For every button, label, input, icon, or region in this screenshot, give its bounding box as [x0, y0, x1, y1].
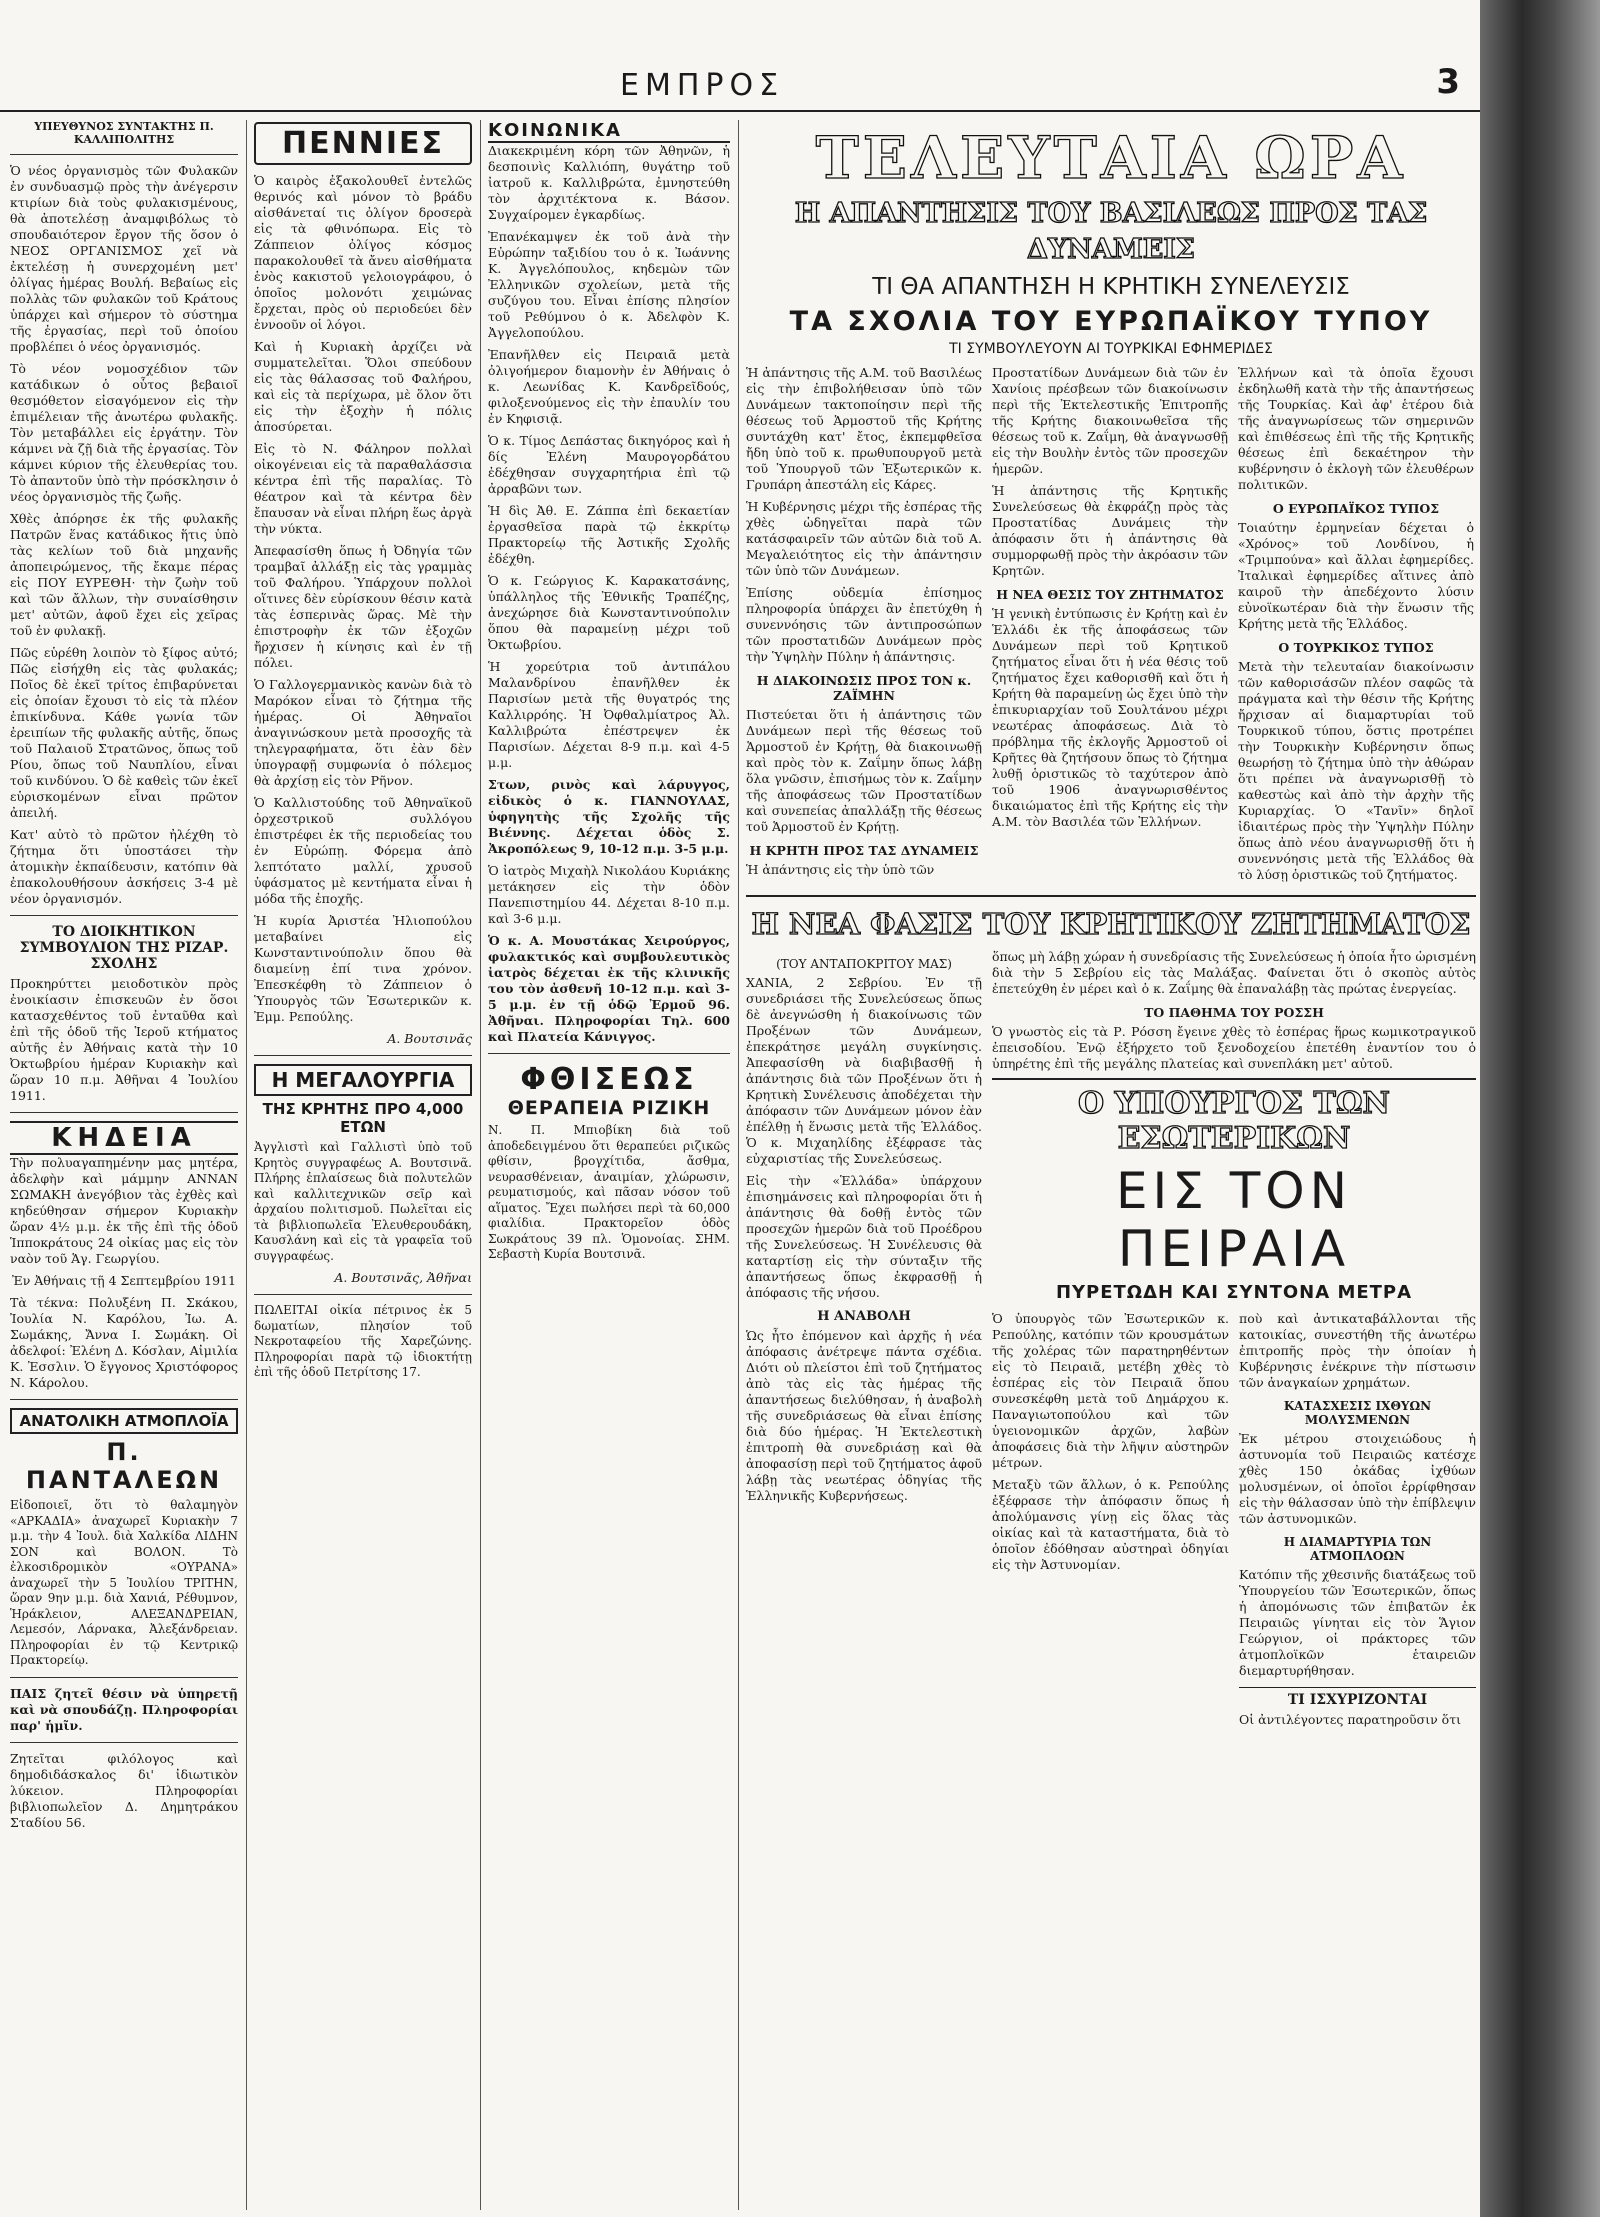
column-paragraph: Ὁ Καλλιστούδης τοῦ Ἀθηναϊκοῦ ὀρχεστρικοῦ συλλόγου ἐπιστρέφει ἐκ τῆς περιοδείας του ἐν Εὐρώπῃ. Φόρεμα ἀπὸ λεπτότατο μαλλί, χρυσοῦ ὑφάσματος μὲ κεντήματα εἶναι ἡ μόδα τῆς ἐποχῆς.	[254, 795, 472, 906]
divider	[10, 915, 238, 916]
article-col	[992, 1311, 1229, 1734]
article-paragraph: Χθὲς ἀπόρησε ἐκ τῆς φυλακῆς Πατρῶν ἕνας κατάδικος ἥτις ὑπὸ τὰς κελίων τοῦ διὰ μηχανῆς ἀποπειρώμενος, τῆς ἔκαμε πέρας εἰς ΠΟΥ ΕΥΡΕΘΗ· τὴν ζωὴν τοῦ καὶ τῶν ἄλλων, τὴν συναίσθησιν μετ' αὐτῶν, ἀφοῦ ἔχει εἰς χεῖρας τοῦ ἐν φυλακῇ.	[10, 511, 238, 638]
social-item: Ἐπανέκαμψεν ἐκ τοῦ ἀνὰ τὴν Εὐρώπην ταξιδίου του ὁ κ. Ἰωάννης Κ. Ἀγγελόπουλος, κηδεμὼν τῶν Ἐλληνικῶν σχολείων, μετὰ τῆς συζύγου του. Εἶναι ἐπίσης πλησίον τοῦ Ρεθύμνου ὁ κ. Ἀδελφὸν Κ. Ἀγγελοπούλου.	[488, 229, 730, 340]
subhead: ΤΟ ΠΑΘΗΜΑ ΤΟΥ ΡΟΣΣΗ	[1144, 1005, 1324, 1020]
article-paragraph: Ἡ ἀπάντησις τῆς Κρητικῆς Συνελεύσεως θὰ ἐκφράζῃ πρὸς τὰς Προστατίδας Δυνάμεις τὴν ἀπόφασιν ὅτι ἡ ἀπάντησις θὰ συμμορφωθῇ πρὸς τὴν ἀκρόασιν τῶν Κρητῶν.	[992, 483, 1228, 578]
doctor-ad: Στων, ρινὸς καὶ λάρυγγος, εἰδικὸς ὁ κ. ΓΙΑΝΝΟΥΛΑΣ, ὑφηγητὴς τῆς Σχολῆς τῆς Βιέννης. Δέχεται ὁδὸς Σ. Ἀκροπόλεως 9, 10-12 π.μ. 3-5 μ.μ.	[488, 777, 730, 856]
column-rule	[246, 120, 247, 2210]
article-columns-bottom	[746, 949, 1476, 1734]
article-paragraph: Ἡ ἀπάντησις εἰς τὴν ὑπὸ τῶν	[746, 862, 935, 877]
subhead: Η ΔΙΑΚΟΙΝΩΣΙΣ ΠΡΟΣ ΤΟΝ κ. ΖΑΪΜΗΝ	[756, 673, 972, 703]
remedy-ad-subtitle: ΘΕΡΑΠΕΙΑ ΡΙΖΙΚΗ	[507, 1097, 711, 1119]
obituary-body: Τὴν πολυαγαπημένην μας μητέρα, ἀδελφὴν καὶ μάμμην ΑΝΝΑΝ ΣΩΜΑΚΗ ἀνεγόβιον τὰς ἐχθὲς καὶ κηδεύθησαν σήμερον Κυριακὴν ὥραν 4½ μ.μ. ἐκ τῆς ἐπὶ τῆς ὁδοῦ Ἱπποκράτους 24 οἰκίας μας εἰς τὸν ναὸν τοῦ Ἁγ. Γεωργίου.	[10, 1155, 238, 1266]
paper-name: ΕΜΠΡΟΣ	[620, 68, 785, 103]
divider	[10, 1677, 238, 1678]
article-paragraph: ὅπως μὴ λάβῃ χώραν ἡ συνεδρίασις τῆς Συνελεύσεως ἡ ὁποία ἦτο ὡρισμένη διὰ τὴν 5 Σεβρίου εἰς τὰς Μαλάξας. Φαίνεται ὅτι ὁ σκοπὸς αὐτὸς ἐπετεύχθη ἐν μέρει καὶ ὁ κ. Ζαΐμης θὰ ἐπαναλάβῃ τὰς πρώτας ἐνεργείας.	[992, 949, 1476, 996]
article-paragraph: Κατ' αὐτὸ τὸ πρῶτον ἠλέχθη τὸ ζήτημα ὅτι ὑποστάσει τὴν ἀτομικὴν ἐκπαίδευσιν, κατόπιν θὰ ἐπακολουθήσουν ἀσκήσεις 3-4 μὲ νέον ὀργανισμόν.	[10, 827, 238, 906]
column-paragraph: Ἡ κυρία Ἀριστέα Ἠλιοπούλου μεταβαίνει εἰς Κωνσταντινούπολιν ὅπου θὰ διαμείνῃ ἐπί τινα χρόνον. Ἐπεσκέφθη τὸ Ζάππειον ὁ Ὑπουργὸς τῶν Ἐσωτερικῶν κ. Ἐμμ. Ρεπούλης.	[254, 913, 472, 1024]
article-col	[1239, 1311, 1476, 1734]
shipping-ad-company: Π. ΠΑΝΤΑΛΕΩΝ	[25, 1438, 223, 1494]
social-item: Ἡ δὶς Ἀθ. Ε. Ζάππα ἐπὶ δεκαετίαν ἐργασθεῖσα παρὰ τῷ ἐκκρίτῳ Πρακτορείῳ τῆς Ἀστικῆς Σχολῆς ἐδέχθη.	[488, 503, 730, 566]
subhead: Η ΚΡΗΤΗ ΠΡΟΣ ΤΑΣ ΔΥΝΑΜΕΙΣ	[749, 843, 979, 858]
divider	[10, 1742, 238, 1743]
headline-king-reply: Η ΑΠΑΝΤΗΣΙΣ ΤΟΥ ΒΑΣΙΛΕΩΣ ΠΡΟΣ ΤΑΣ ΔΥΝΑΜΕΙΣ	[794, 198, 1428, 265]
column-paragraph: Καὶ ἡ Κυριακὴ ἀρχίζει νὰ συμματελεῖται. Ὅλοι σπεύδουν εἰς τὰς θάλασσας τοῦ Φαλήρου, καὶ εἰς τὰ περίχωρα, μὲ ὅλον ὅτι εἰς τὴν ἐξοχὴν ἡ πόλις ἀποσύρεται.	[254, 339, 472, 434]
classified-ad: ΠΩΛΕΙΤΑΙ οἰκία πέτρινος ἐκ 5 δωματίων, πλησίον τοῦ Νεκροταφείου τῆς Χαρεζώνης. Πληροφορίαι παρὰ τῷ ἰδιοκτήτῃ ἐπὶ τῆς ὁδοῦ Πετρίτσης 17.	[254, 1303, 472, 1379]
notice-body: Προκηρύττει μειοδοτικὸν πρὸς ἐνοικίασιν ἐπισκευῶν ἐν ὅσοι κατασχεθέντος τοῦ ἐνταῦθα καὶ ἐπὶ τῆς ὁδοῦ τῆς Ἱεροῦ κτήματος αὐτῆς ἐν Ἀθήναις κατὰ τὴν 10 Ὀκτωβρίου ἡμέραν Κυριακὴν καὶ ὥραν 10 π.μ. Ἀθῆναι 4 Ἰουλίου 1911.	[10, 976, 238, 1103]
article-paragraph: Μεταξὺ τῶν ἄλλων, ὁ κ. Ρεπούλης ἐξέφρασε τὴν ἀπόφασιν ὅπως ἡ ἀπολύμανσις γίνῃ εἰς ὅλας τὰς οἰκίας καὶ τὰ καταστήματα, διὰ τὸ ὁποῖον ἐδόθησαν αὐστηραὶ ὁδηγίαι εἰς τὴν Ἀστυνομίαν.	[992, 1477, 1229, 1572]
social-item: Ἐπανῆλθεν εἰς Πειραιᾶ μετὰ ὀλιγοήμερον διαμονὴν ἐν Ἀθήναις ὁ κ. Λεωνίδας Κ. Κανδρεῖδούς, φιλοξενούμενος εἰς τὴν ἐπαυλίν του ἐν Κηφισιᾷ.	[488, 347, 730, 426]
article-paragraph: Οἱ ἀντιλέγοντες παρατηροῦσιν ὅτι	[1239, 1712, 1462, 1727]
column-rule	[480, 120, 481, 2210]
column-paragraph: Ὁ καιρὸς ἐξακολουθεῖ ἐντελῶς θερινός καὶ μόνον τὸ βράδυ αἰσθάνεταί τις ὀλίγον δροσερὰ εἰς τὰ φθινόπωρα. Εἰς τὸ Ζάππειον ὀλίγος κόσμος παρακολουθεῖ τὰ ἄνευ αἰσθήματα ἑνὸς κακιστοῦ γελοιογράφου, ὁ ὁποῖος μολονότι χειμώνας ἔρχεται, πρὸς οὐ περιοδεύει δὲν ἐννοοῦν οἱ λόγοι.	[254, 173, 472, 332]
social-item: Διακεκριμένη κόρη τῶν Ἀθηνῶν, ἡ δεσποινὶς Καλλιόπη, θυγάτηρ τοῦ ἰατροῦ κ. Καλλιβρώτα, ἐμνηστεύθη τὸν ἀρχιτέκτονα κ. Βάσον. Συγχαίρομεν ἐγκαρδίως.	[488, 143, 730, 222]
article-paragraph: Ἡ γενικὴ ἐντύπωσις ἐν Κρήτῃ καὶ ἐν Ἑλλάδι ἐκ τῆς ἀποφάσεως τῶν Δυνάμεων περὶ τοῦ Κρητικοῦ ζητήματος εἶναι ὅτι ἡ νέα θέσις τοῦ ζητήματος ἔχει καθορισθῆ καὶ ὅτι ἡ Κρήτη θὰ παραμείνῃ ὡς ἔχει ὑπὸ τὴν ἐπικυριαρχίαν τοῦ Σουλτάνου μέχρι νεωτέρας ἀποφάσεως. Διὰ τὸ πρόβλημα τῆς ἐκλογῆς Ἁρμοστοῦ οἱ Κρῆτες θὰ ζητήσουν ὅπως τὸ ζήτημα λυθῇ ὁριστικῶς τὸ ταχύτερον ἀπὸ τοῦ 1906 ἀναγνωρισθέντος δικαιώματος ἐπὶ τῆς Κρήτης εἰς τὴν Α.Μ. τὸν Βασιλέα τῶν Ἑλλήνων.	[992, 606, 1228, 829]
article-paragraph: Τὸ νέον νομοσχέδιον τῶν κατάδικων ὁ οὗτος βεβαιοῖ θεσμόθετον εἰσαγόμενον εἰς τὴν ἐπιμέλειαν τῆς ἀνωτέρω φυλακῆς. Τὸν μεταβάλλει εἰς ἐργάτην. Τὸν κάμνει νὰ ζῇ διὰ τῆς ἐργασίας. Τὸν κάμνει κύριον τῆς ἐλευθερίας του. Τὸ ἀπαντοῦν ὑπὸ τὴν πρόσκλησιν ὁ νέος ὀργανισμὸς τῆς ζωῆς.	[10, 361, 238, 504]
page-number: 3	[1436, 62, 1460, 102]
article-paragraph: Ἐκ μέτρου στοιχειώδους ἡ ἀστυνομία τοῦ Πειραιῶς κατέσχε χθὲς 150 ὀκάδας ἰχθύων μολυσμένων, οἱ ὁποῖοι ἐρρίφθησαν εἰς τὴν θάλασσαν ὑπὸ τὴν ἐπίβλεψιν τῶν ἀστυνομικῶν.	[1239, 1431, 1476, 1526]
article-paragraph: Κατόπιν τῆς χθεσινῆς διατάξεως τοῦ Ὑπουργείου τῶν Ἐσωτερικῶν, ὅπως ἡ ἀπομόνωσις τῶν ἐπιβατῶν ἐκ Πειραιῶς γίνηται εἰς τὸν Ἅγιον Γεώργιον, οἱ πράκτορες τῶν ἀτμοπλοϊκῶν ἑταιρειῶν διεμαρτυρήθησαν.	[1239, 1567, 1476, 1678]
column-paragraph: Ἀπεφασίσθη ὅπως ἡ Ὀδηγία τῶν τραμβαῖ ἀλλάξῃ εἰς τὰς γραμμὰς τοῦ Φαλήρου. Ὑπάρχουν πολλοὶ οἵτινες δὲν εὑρίσκουν θέσιν κατὰ τὰς ἑσπερινὰς ὥρας. Μὲ τὴν ἐπιστροφὴν ἐκ τῶν ἐξοχῶν ἤρχισεν ἡ κίνησις καὶ ἐν τῇ πόλει.	[254, 543, 472, 670]
section-title-pennies: ΠΕΝΝΙΕΣ	[254, 122, 472, 165]
column-2	[254, 120, 472, 2210]
article-col	[1238, 365, 1474, 889]
article-paragraph: Προστατίδων Δυνάμεων διὰ τῶν ἐν Χανίοις πρέσβεων τῶν διακοίνωσιν περὶ τῆς Ἐκτελεστικῆς Ἐπιτροπῆς τῆς Κρήτης διακοινωθεῖσα τῆς θέσεως τοῦ κ. Ζαΐμη, θὰ ἀναγνωσθῇ εἰς τὴν Βουλὴν ἐντὸς τῶν προσεχῶν ἡμερῶν.	[992, 365, 1228, 476]
deck-turkish-papers: ΤΙ ΣΥΜΒΟΥΛΕΥΟΥΝ ΑΙ ΤΟΥΡΚΙΚΑΙ ΕΦΗΜΕΡΙΔΕΣ	[949, 341, 1273, 357]
subhead: Ο ΤΟΥΡΚΙΚΟΣ ΤΥΠΟΣ	[1278, 640, 1434, 655]
column-paragraph: Εἰς τὸ Ν. Φάληρον πολλαὶ οἰκογένειαι εἰς τὰ παραθαλάσσια κέντρα ἐπὶ τῆς παραλίας. Τὸ θέατρον καὶ τὰ κέντρα δὲν ἔπαυσαν νὰ εἶναι πλήρη ἕως ἀργὰ τὴν νύκτα.	[254, 441, 472, 536]
book-ad-title: Η ΜΕΓΑΛΟΥΡΓΙΑ	[254, 1064, 472, 1096]
section-title-social: ΚΟΙΝΩΝΙΚΑ	[488, 120, 730, 143]
subhead: Η ΑΝΑΒΟΛΗ	[817, 1309, 911, 1324]
article-paragraph: Ἑλλήνων καὶ τὰ ὁποῖα ἔχουσι ἐκδηλωθῆ κατὰ τὴν τῆς ἀπαντήσεως τῆς Τουρκίας. Καὶ ἀφ' ἑτέρου διὰ τῆς ἀναγνωρίσεως τῶν σημερινῶν καὶ ἐπιθέσεως ἐπὶ τῆς τῆς Κρητικῆς θέσεως ἐπὶ δεκαέτηρον τὴν κυβέρνησιν ὁ ἐκλογὴ τῶν ἐλευθέρων πολιτικῶν.	[1238, 365, 1474, 492]
article-paragraph: Ὡς ἦτο ἐπόμενον καὶ ἀρχῆς ἡ νέα ἀπόφασις ἀνέτρεψε πάντα σχέδια. Διότι οὐ πλείστοι ἐπὶ τοῦ ζητήματος ἀπὸ τὰς εἰς τὰς ἡμέρας τῆς ἀπαντήσεως διελύθησαν, ἡ ἀναβολὴ τῆς συνεδριάσεως θὰ εἶναι ἐπίσης διὰ δύο ἡμέρας. Ἡ Ἐκτελεστικὴ ἐπιτροπὴ θὰ συνεδριάσῃ καὶ θὰ ἀποφασίσῃ περὶ τοῦ ζητήματος ἀφοῦ λάβῃ τὰς νεωτέρας ὁδηγίας τῆς Ἑλληνικῆς Κυβερνήσεως.	[746, 1328, 982, 1503]
article-columns-top	[746, 365, 1476, 889]
notice-title: ΤΟ ΔΙΟΙΚΗΤΙΚΟΝ ΣΥΜΒΟΥΛΙΟΝ ΤΗΣ ΡΙΖΑΡ. ΣΧΟΛΗΣ	[19, 924, 229, 972]
obituary-date: Ἐν Ἀθήναις τῇ 4 Σεπτεμβρίου 1911	[12, 1273, 236, 1288]
article-paragraph: Ὁ ὑπουργὸς τῶν Ἐσωτερικῶν κ. Ρεπούλης, κατόπιν τῶν κρουσμάτων τῆς χολέρας τῶν παρατηρηθέντων εἰς τὸ Πειραιᾶ, μετέβη χθὲς τὸ ἑσπέρας εἰς τὸν Πειραιᾶ ὅπου συνεσκέφθη μετὰ τοῦ Δημάρχου κ. Παναγιωτοπούλου καὶ τῶν ὑγειονομικῶν ἀρχῶν, λαβὼν ἀποφάσεις διὰ τὴν λῆψιν αὐστηρῶν μέτρων.	[992, 1311, 1229, 1470]
divider	[10, 154, 238, 155]
divider	[10, 1112, 238, 1113]
social-item: Ὁ κ. Τίμος Δεπάστας δικηγόρος καὶ ἡ δίς Ἑλένη Μαυρογορδάτου ἐδέχθησαν συγχαρητήρια ἐπὶ τῷ ἀρραβῶνι των.	[488, 433, 730, 496]
article-paragraph: Εἰς τὴν «Ἑλλάδα» ὑπάρχουν ἐπισημάνσεις καὶ πληροφορίαι ὅτι ἡ ἀπάντησις θὰ δοθῇ ἐντὸς τῶν προσεχῶν ἡμερῶν διὰ τοῦ Προέδρου τῆς Συνελεύσεως. Ἡ Συνέλευσις θὰ καταρτίσῃ εἰς τὴν σύνταξιν τῆς ἀπαντήσεως ὅπως ἐκφρασθῇ ἡ ἀπόφασις τῆς νήσου.	[746, 1173, 982, 1300]
remedy-ad-title: ΦΘΙΣΕΩΣ	[520, 1062, 698, 1097]
article-paragraph: Ἐπίσης οὐδεμία ἐπίσημος πληροφορία ὑπάρχει ἂν ἐπετύχθη ἡ συνεννόησις τῶν ἀντιπροσώπων τῶν προστατιδῶν Δυνάμεων πρὸς τὴν Ὑψηλὴν Πύλην ἡ ἀπάντησις.	[746, 585, 982, 664]
article-paragraph: ποὺ καὶ ἀντικαταβάλλονται τῆς κατοικίας, συνεστήθη τῆς ἀνωτέρω ἐπιτροπῆς πρὸς τὴν ὁποίαν ἡ Κυβέρνησις ἐνέκρινε τὴν πίστωσιν τῶν ἀναγκαίων χρημάτων.	[1239, 1311, 1476, 1390]
subhead: Η ΔΙΑΜΑΡΤΥΡΙΑ ΤΩΝ ΑΤΜΟΠΛΟΩΝ	[1283, 1535, 1432, 1563]
editor-byline: ΥΠΕΥΘΥΝΟΣ ΣΥΝΤΑΚΤΗΣ Π. ΚΑΛΛΙΠΟΛΙΤΗΣ	[34, 120, 214, 146]
column-paragraph: Ὁ Γαλλογερμανικὸς κανὼν διὰ τὸ Μαρόκον εἶναι τὸ ζήτημα τῆς ἡμέρας. Οἱ Ἀθηναῖοι ἀναγινώσκουν μετὰ προσοχῆς τὰ τηλεγραφήματα, ὅτι ἐὰν δὲν ὑπογραφῇ συμφωνία ὁ πόλεμος θὰ ἀρχίσῃ εἰς τὸν Ρῆνον.	[254, 677, 472, 788]
divider	[254, 1294, 472, 1295]
masthead	[0, 60, 1480, 112]
subhead: ΚΑΤΑΣΧΕΣΙΣ ΙΧΘΥΩΝ ΜΟΛΥΣΜΕΝΩΝ	[1283, 1399, 1432, 1427]
headline-piraeus: ΕΙΣ ΤΟΝ ΠΕΙΡΑΙΑ	[1115, 1162, 1353, 1278]
scan-edge	[1480, 0, 1600, 2217]
article-paragraph: Ἡ ἀπάντησις τῆς Α.Μ. τοῦ Βασιλέως εἰς τὴν ἐπιβολήθεισαν ὑπὸ τῶν Δυνάμεων τακτοποίησιν περὶ τῆς θέσεως τοῦ Ἁρμοστοῦ τῆς Κρήτης συντάχθη κατ' ἔτος, ἐκπεμφθεῖσα ἤδη ὑπὸ τοῦ κ. πρωθυπουργοῦ μετὰ τοῦ Ὑπουργοῦ τῶν Ἐξωτερικῶν κ. Γρυπάρη ἀπεστάλη εἰς Κάρες.	[746, 365, 982, 492]
article-col	[746, 365, 982, 889]
article-split	[992, 1311, 1476, 1734]
obituary-heading: ΚΗΔΕΙΑ	[10, 1121, 238, 1155]
article-paragraph: Μετὰ τὴν τελευταίαν διακοίνωσιν τῶν καθορισάσῶν πλέον σαφῶς τὰ πράγματα καὶ τὴν θέσιν τῆς Κρήτης ἤρχισαν αἱ διαμαρτυρίαι τοῦ Τουρκικοῦ τύπου, ὅστις προτρέπει τὴν Τουρκικὴν Κυβέρνησιν ὅπως θεωρήσῃ τὸ ζήτημα ὑπὸ τὴν ἀθώραν ὅτι πρέπει νὰ ἀναγνωρισθῇ τὸ καθεστὼς καὶ ἀπὸ τὴν ἀρχὴν τῆς Κυριαρχίας. Ὁ «Τανῖν» δηλοῖ ἰδιαιτέρως πρὸς τὴν Ὑψηλὴν Πύλην ὅπως ἀπὸ νέου ἀναγνωρισθῇ ὅτι ἡ συνεννόησις μετὰ τῆς Ἑλλάδος θὰ τὸ λύσῃ ὁριστικῶς τοῦ ζητήματος.	[1238, 659, 1474, 882]
book-ad-body: Ἀγγλιστὶ καὶ Γαλλιστὶ ὑπὸ τοῦ Κρητὸς συγγραφέως Α. Βουτσινᾶ. Πλήρης ἐπλαίσεως διὰ πολυτελῶν καὶ καλλιτεχνικῶν σεῖρ καὶ ἀρχαίου πολιτισμοῦ. Πωλεῖται εἰς τὰ βιβλιοπωλεῖα Ἐλευθερουδάκη, Καυσλάνη καὶ εἰς τὰ γραφεῖα τοῦ συγγραφέως.	[254, 1140, 472, 1263]
book-ad-subtitle: ΤΗΣ ΚΡΗΤΗΣ ΠΡΟ 4,000 ΕΤΩΝ	[262, 1100, 464, 1136]
correspondent-line: (ΤΟΥ ΑΝΤΑΠΟΚΡΙΤΟΥ ΜΑΣ)	[776, 957, 952, 971]
doctor-ad: Ὁ κ. Α. Μουστάκας Χειρούργος, φυλακτικός καὶ συμβουλευτικὸς ἰατρὸς δέχεται ἐκ τῆς κλινικῆς του τὸν ἀσθενῆ 10-12 π.μ. καὶ 3-5 μ.μ. ἐν τῇ ὁδῷ Ἐρμοῦ 96. Ἀθῆναι. Πληροφορίαι Τηλ. 600 καὶ Πλατεία Κάνιγγος.	[488, 933, 730, 1044]
divider	[992, 1078, 1476, 1080]
doctor-ad: Ὁ ἰατρὸς Μιχαὴλ Νικολάου Κυριάκης μετάκησεν εἰς τὴν ὁδὸν Πανεπιστημίου 44. Δέχεται 8-10 π.μ. καὶ 3-6 μ.μ.	[488, 863, 730, 926]
divider	[10, 1399, 238, 1400]
divider	[746, 895, 1476, 897]
obituary-family: Τὰ τέκνα: Πολυξένη Π. Σκάκου, Ἰουλία Ν. Καρόλου, Ἰω. Α. Σωμάκης, Ἄννα Ι. Σωμάκη. Οἱ ἀδελφοί: Ἐλένη Δ. Κόσλαν, Αἰμιλία Κ. Ἐσσλιν. Ὁ ἔγγονος Χριστόφορος Ν. Κάρολου.	[10, 1295, 238, 1390]
article-paragraph: ΧΑΝΙΑ, 2 Σεβρίου. Ἐν τῇ συνεδριάσει τῆς Συνελεύσεως ὅπως δὲ ἀνεγνώσθη ἡ διακοίνωσις τῶν Προξένων τῶν Δυνάμεων, ἐπεκράτησε μεγάλη συγκίνησις. Ἀπεφασίσθη νὰ διαβιβασθῇ ἡ ἀπάντησις διὰ τῶν Προξένων ὅτι ἡ Κρητικὴ Συνέλευσις ἀποδέχεται τὴν ἀπόφασιν τῶν Δυνάμεων μόνον ἐὰν ἐπέλθῃ ἡ ἕνωσις μετὰ τῆς Ἑλλάδος. Ὁ κ. Μιχαηλίδης ἐξέφρασε τὰς εὐχαριστίας τῆς Συνελεύσεως.	[746, 975, 982, 1166]
column-3	[488, 120, 730, 2210]
shipping-ad-title: ΑΝΑΤΟΛΙΚΗ ΑΤΜΟΠΛΟΪΑ	[10, 1408, 238, 1434]
article-paragraph: Πῶς εὑρέθη λοιπὸν τὸ ξίφος αὐτό; Πῶς εἰσήχθη εἰς τὰς φυλακάς; Ποῖος δὲ ἐκεῖ τρίτος ἐπιβαρύνεται εἰς ὁποίαν ἔχουσι τὸ εἰς τὰ πλέον ἐπικίνδυνα. Κάθε γωνία τῶν ἐρειπίων τῆς φυλακῆς αὐτῆς, ὅπως τοῦ Παλαιοῦ Στρατῶνος, ὅπως τοῦ Ρίου, ὅπως τοῦ Ναυπλίου, εἶναι τοῦ κινδύνου. Ὁ δὲ καθεὶς τῶν ἐκεῖ εὑρισκομένων εἶναι πρῶτον ἀπειλή.	[10, 645, 238, 820]
classified-ad: Ζητεῖται φιλόλογος καὶ δημοδιδάσκαλος δι' ἰδιωτικὸν λύκειον. Πληροφορίαι βιβλιοπωλεῖον Δ. Δημητράκου Σταδίου 56.	[10, 1750, 238, 1830]
social-item: Ἡ χορεύτρια τοῦ ἀντιπάλου Μαλανδρίνου ἐπανῆλθεν ἐκ Παρισίων μετὰ τῆς θυγατρός της Καλλιρρόης. Ἡ Ὀφθαλμίατρος Ἀλ. Καλλιβρώτα ἐπέστρεψεν ἐκ Παρισίων. Δέχεται 8-9 π.μ. καὶ 4-5 μ.μ.	[488, 659, 730, 770]
remedy-ad-body: Ν. Π. Μπιοβίκη διὰ τοῦ ἀποδεδειγμένου ὅτι θεραπεύει ριζικῶς φθίσιν, βρογχίτιδα, ἄσθμα, νευρασθένειαν, ἀναιμίαν, χλώρωσιν, ρευματισμούς, καὶ πᾶσαν νόσον τοῦ αἵματος. Ἔχει πωλήσει περὶ τὰ 60,000 φιαλίδια. Πρακτορεῖον ὁδὸς Σωκράτους 39 πλ. Ὁμονοίας. ΣΗΜ. Σεβαστὴ Κυρία Βουτσινᾶ.	[488, 1123, 730, 1261]
column-rule	[738, 120, 739, 2210]
article-paragraph: Ὁ γνωστὸς εἰς τὰ Ρ. Ρόσση ἔγεινε χθὲς τὸ ἑσπέρας ἥρως κωμικοτραγικοῦ ἐπεισοδίου. Ἐνῷ ἐξήρχετο τοῦ ξενοδοχείου ἐπετέθη ἐναντίον του ὁ ὑπηρέτης ἐπὶ τῆς μεγάλης πλατείας καὶ συνεπλάκη μετ' αὐτοῦ.	[992, 1024, 1476, 1071]
article-wide-col	[992, 949, 1476, 1734]
headline-last-hour: ΤΕΛΕΥΤΑΙΑ ΩΡΑ	[815, 124, 1407, 192]
article-paragraph: Τοιαύτην ἑρμηνείαν δέχεται ὁ «Χρόνος» τοῦ Λονδίνου, ἡ «Τριμπούνα» καὶ ἄλλαι ἐφημερίδες. Ἰταλικαὶ ἐφημερίδες αἵτινες ἀπὸ καιροῦ τὴν ἀπεδέχοντο λύσιν εὐνοϊκωτέραν διὰ τὴν ἕνωσιν τῆς Κρήτης μετὰ τῆς Ἑλλάδος.	[1238, 520, 1474, 631]
subhead: Η ΝΕΑ ΘΕΣΙΣ ΤΟΥ ΖΗΤΗΜΑΤΟΣ	[996, 587, 1224, 602]
social-item: Ὁ κ. Γεώργιος Κ. Καρακατσάνης, ὑπάλληλος τῆς Ἐθνικῆς Τραπέζης, ἀνεχώρησε διὰ Κωνσταντινούπολιν ὅπου θὰ παραμείνῃ μέχρι τοῦ Ὀκτωβρίου.	[488, 573, 730, 652]
deck-measures: ΠΥΡΕΤΩΔΗ ΚΑΙ ΣΥΝΤΟΝΑ ΜΕΤΡΑ	[1055, 1282, 1413, 1303]
headline-interior-minister: Ο ΥΠΟΥΡΓΟΣ ΤΩΝ ΕΣΩΤΕΡΙΚΩΝ	[1078, 1086, 1390, 1156]
column-signature: Α. Βουτσινᾶς	[387, 1031, 472, 1046]
article-paragraph: Ἡ Κυβέρνησις μέχρι τῆς ἐσπέρας τῆς χθὲς ὡδηγεῖται παρὰ τῶν κατάσφαιρεῖν τῶν αὐτῶν διὰ τοῦ Α. Μεγαλειότητος εἰς τὴν ἀπάντησιν τῶν ὑπὸ τῶν Δυνάμεων.	[746, 499, 982, 578]
article-col	[992, 365, 1228, 889]
column-1	[10, 120, 238, 2210]
classified-ad: ΠΑΙΣ ζητεῖ θέσιν νὰ ὑπηρετῇ καὶ νὰ σπουδάζῃ. Πληροφορίαι παρ' ἡμῖν.	[10, 1685, 238, 1733]
deck-cretan-assembly: ΤΙ ΘΑ ΑΠΑΝΤΗΣΗ Η ΚΡΗΤΙΚΗ ΣΥΝΕΛΕΥΣΙΣ	[872, 274, 1350, 300]
divider	[488, 1053, 730, 1054]
deck-european-press: ΤΑ ΣΧΟΛΙΑ ΤΟΥ ΕΥΡΩΠΑΪΚΟΥ ΤΥΠΟΥ	[789, 306, 1433, 337]
headline-new-phase: Η ΝΕΑ ΦΑΣΙΣ ΤΟΥ ΚΡΗΤΙΚΟΥ ΖΗΤΗΜΑΤΟΣ	[751, 907, 1471, 941]
article-col	[746, 949, 982, 1734]
news-area	[746, 120, 1476, 2210]
article-paragraph: Πιστεύεται ὅτι ἡ ἀπάντησις τῶν Δυνάμεων περὶ τῆς θέσεως τοῦ Ἁρμοστοῦ ἐν Κρήτῃ, θὰ διακοινωθῇ καὶ πρὸς τὸν κ. Ζαΐμην ὅπως λάβῃ ὅλα γνῶσιν, ἐπισήμως τὸν κ. Ζαΐμην τῆς ἀποφάσεως τῶν Προστατίδων καὶ συνεπείας ἀπαλλάξῃ τῆς θέσεως τοῦ Ἁρμοστοῦ ἐν Κρήτῃ.	[746, 707, 982, 834]
subhead: Ο ΕΥΡΩΠΑΪΚΟΣ ΤΥΠΟΣ	[1272, 501, 1440, 516]
divider	[254, 1055, 472, 1056]
subhead: ΤΙ ΙΣΧΥΡΙΖΟΝΤΑΙ	[1239, 1687, 1476, 1708]
article-prison-reform: Ὁ νέος ὀργανισμὸς τῶν Φυλακῶν ἐν συνδυασμῷ πρὸς τὴν ἀνέγερσιν κτιρίων διὰ τοὺς φυλακισμένους, θὰ ἀποτελέσῃ ἀναμφιβόλως τὸ σπουδαιότερον ἔργον τῆς ὅσον ὁ ΝΕΟΣ ΟΡΓΑΝΙΣΜΟΣ χεῖ νὰ ἐκτελέσῃ ἡ συνερχομένη μετ' ὀλίγας ἡμέρας Βουλή. Βεβαίως εἰς πολλὰς τῶν φυλακῶν τοῦ Κράτους ὑπάρχει καὶ σήμερον τὸ σύστημα τῆς ἐργασίας, περὶ τοῦ ὁποίου προβλέπει ὁ νέος ὀργανισμός.	[10, 163, 238, 354]
shipping-ad-body: Εἰδοποιεῖ, ὅτι τὸ θαλαμηγὸν «ΑΡΚΑΔΙΑ» ἀναχωρεῖ Κυριακὴν 7 μ.μ. τὴν 4 Ἰουλ. διὰ Χαλκίδα ΛΙΔΗΝ ΣΟΝ καὶ ΒΟΛΟΝ. Τὸ ἐλκοσιδρομικὸν «ΟΥΡΑΝΑ» ἀναχωρεῖ τὴν 5 Ἰουλίου ΤΡΙΤΗΝ, ὥραν 9ην μ.μ. διὰ Χανιά, Ρέθυμνον, Ἡράκλειον, ΑΛΕΞΑΝΔΡΕΙΑΝ, Λεμεσόν, Λάρνακα, Ἀλεξάνδρειαν. Πληροφορίαι ἐν τῷ Κεντρικῷ Πρακτορείῳ.	[10, 1498, 238, 1667]
book-ad-signature: Α. Βουτσινᾶς, Ἀθῆναι	[334, 1270, 472, 1285]
